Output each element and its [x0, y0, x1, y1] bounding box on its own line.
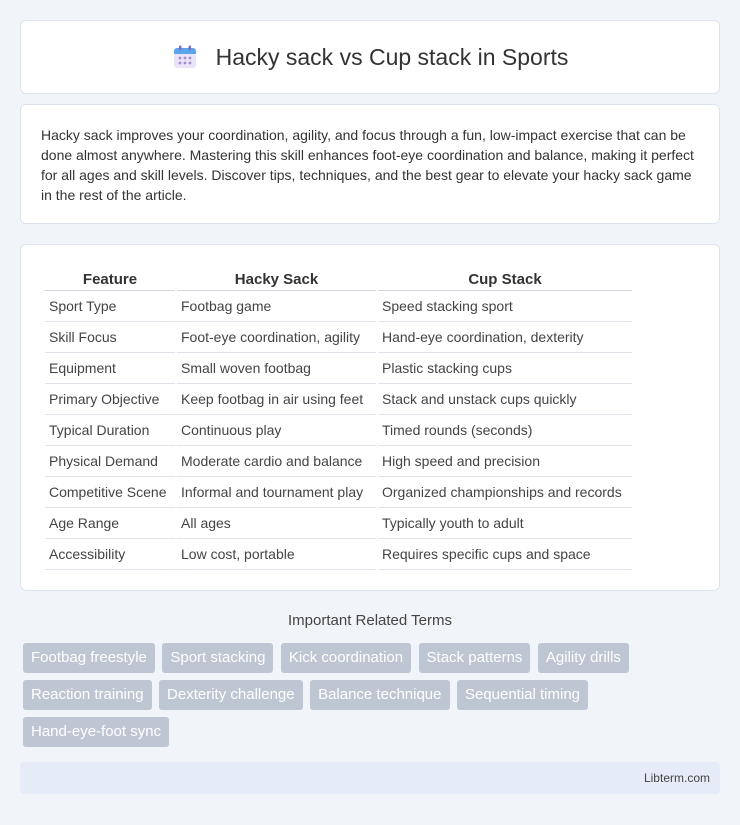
hacky-sack-cell: Footbag game: [177, 291, 376, 322]
header-feature: Feature: [45, 265, 175, 291]
table-row: [45, 415, 632, 446]
hacky-sack-cell: Foot-eye coordination, agility: [177, 322, 376, 353]
cup-stack-cell: Requires specific cups and space: [378, 539, 632, 570]
intro-card: [20, 104, 720, 224]
header-cup-stack: Cup Stack: [378, 265, 632, 291]
table-row: [45, 539, 632, 570]
cup-stack-cell: Timed rounds (seconds): [378, 415, 632, 446]
cup-stack-cell: High speed and precision: [378, 446, 632, 477]
table-row: [45, 477, 632, 508]
feature-cell: Typical Duration: [45, 415, 175, 446]
tag-balance-technique[interactable]: Balance technique: [310, 680, 449, 710]
cup-stack-cell: Typically youth to adult: [378, 508, 632, 539]
comparison-table: [43, 265, 634, 570]
feature-cell: Sport Type: [45, 291, 175, 322]
title-wrap: [172, 44, 569, 71]
header-card: [20, 20, 720, 94]
intro-paragraph: Hacky sack improves your coordination, agility, and focus through a fun, low-impact exercise that can be done almost anywhere. Mastering this skill enhances foot-eye coordination and balance, making it perfect for all ages and skill levels. Discover tips, techniques, and the best gear to elevate your hacky sack game in the rest of the article.: [41, 127, 694, 203]
feature-cell: Physical Demand: [45, 446, 175, 477]
hacky-sack-cell: Moderate cardio and balance: [177, 446, 376, 477]
comparison-card: [20, 244, 720, 591]
calendar-icon: [172, 44, 198, 70]
footer-site-link[interactable]: Libterm.com: [643, 771, 710, 785]
tag-agility-drills[interactable]: Agility drills: [538, 643, 629, 673]
cup-stack-cell: Hand-eye coordination, dexterity: [378, 322, 632, 353]
feature-cell: Competitive Scene: [45, 477, 175, 508]
feature-cell: Primary Objective: [45, 384, 175, 415]
table-row: [45, 291, 632, 322]
tag-reaction-training[interactable]: Reaction training: [23, 680, 152, 710]
feature-cell: Equipment: [45, 353, 175, 384]
tag-footbag-freestyle[interactable]: Footbag freestyle: [23, 643, 155, 673]
cup-stack-cell: Speed stacking sport: [378, 291, 632, 322]
hacky-sack-cell: Continuous play: [177, 415, 376, 446]
table-row: [45, 322, 632, 353]
tag-kick-coordination[interactable]: Kick coordination: [281, 643, 411, 673]
tag-dexterity-challenge[interactable]: Dexterity challenge: [159, 680, 303, 710]
hacky-sack-cell: Keep footbag in air using feet: [177, 384, 376, 415]
table-row: [45, 446, 632, 477]
hacky-sack-cell: Low cost, portable: [177, 539, 376, 570]
cup-stack-cell: Plastic stacking cups: [378, 353, 632, 384]
table-row: [45, 508, 632, 539]
hacky-sack-cell: Informal and tournament play: [177, 477, 376, 508]
feature-cell: Skill Focus: [45, 322, 175, 353]
table-header-row: [45, 265, 632, 291]
cup-stack-cell: Stack and unstack cups quickly: [378, 384, 632, 415]
related-terms-title: Important Related Terms: [288, 612, 452, 629]
tag-hand-eye-foot-sync[interactable]: Hand-eye-foot sync: [23, 717, 169, 747]
tag-sequential-timing[interactable]: Sequential timing: [457, 680, 588, 710]
footer: [20, 762, 720, 794]
tag-sport-stacking[interactable]: Sport stacking: [162, 643, 273, 673]
page-title: Hacky sack vs Cup stack in Sports: [215, 43, 569, 70]
header-hacky-sack: Hacky Sack: [177, 265, 376, 291]
feature-cell: Age Range: [45, 508, 175, 539]
table-row: [45, 353, 632, 384]
cup-stack-cell: Organized championships and records: [378, 477, 632, 508]
tag-stack-patterns[interactable]: Stack patterns: [419, 643, 531, 673]
feature-cell: Accessibility: [45, 539, 175, 570]
hacky-sack-cell: Small woven footbag: [177, 353, 376, 384]
related-terms-tags: [23, 643, 703, 754]
table-row: [45, 384, 632, 415]
hacky-sack-cell: All ages: [177, 508, 376, 539]
